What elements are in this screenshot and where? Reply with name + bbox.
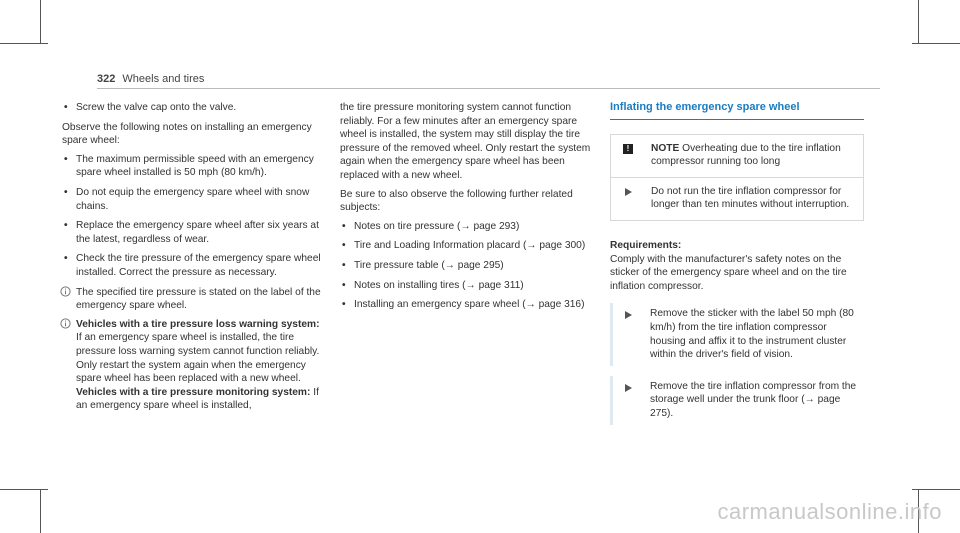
- note-text: Overheating due to the tire inflation compressor running too long: [651, 142, 841, 168]
- cross-reference-link[interactable]: • Notes on installing tires (→ page 311): [340, 279, 598, 293]
- header-rule: [97, 88, 880, 89]
- step-item: [610, 376, 864, 425]
- crop-mark: [40, 0, 41, 44]
- crop-mark: [40, 489, 41, 533]
- info-heading: Vehicles with a tire pressure loss warning system:: [76, 318, 320, 330]
- list-item: • Replace the emergency spare wheel after six years at the latest, regardless of wear.: [62, 219, 324, 246]
- crop-mark: [918, 0, 919, 44]
- step-text: Remove the sticker with the label 50 mph (80 km/h) from the tire inflation compressor housing and affix it to the instrument cluster within the driver's field of vision.: [650, 308, 854, 361]
- requirements-text: Comply with the manufacturer's safety notes on the sticker of the emergency spare wheel and on the tire inflation compressor.: [610, 253, 847, 292]
- info-icon: [60, 318, 71, 329]
- list-item: • Screw the valve cap onto the valve.: [62, 101, 324, 115]
- info-text: If an emergency spare wheel is installed, the tire pressure loss warning system cannot function reliably. Only restart the system again when the emergency spare wheel has been replaced with a new wheel.: [76, 332, 320, 385]
- cross-reference-link[interactable]: • Tire pressure table (→ page 295): [340, 259, 598, 273]
- note-warning-row: [611, 135, 863, 177]
- see-also-intro: Be sure to also observe the following further related subjects:: [340, 188, 573, 214]
- requirements-label: Requirements:: [610, 239, 682, 251]
- play-arrow-icon: [625, 311, 632, 319]
- page-number: 322: [97, 73, 116, 85]
- watermark: carmanualsonline.info: [717, 499, 942, 524]
- crop-mark: [0, 489, 48, 490]
- info-text: The specified tire pressure is stated on the label of the emergency spare wheel.: [76, 286, 321, 312]
- info-note: [62, 286, 324, 313]
- section-title: Inflating the emergency spare wheel: [610, 101, 864, 120]
- info-text: If an emergency spare wheel is installed,: [76, 386, 319, 412]
- cross-reference-link[interactable]: • Installing an emergency spare wheel (→ page 316): [340, 298, 598, 312]
- left-column: [62, 101, 324, 418]
- note-box: [610, 134, 864, 221]
- continuation-text: the tire pressure monitoring system cannot function reliably. For a few minutes after an emergency spare wheel is installed, the system may still display the tire pressure of the removed wheel. Only restart the system again when the emergency spare wheel has been replaced with a new wheel.: [340, 102, 591, 181]
- crop-mark: [912, 43, 960, 44]
- note-label: NOTE: [651, 142, 680, 154]
- step-item: [610, 303, 864, 365]
- crop-mark: [912, 489, 960, 490]
- info-note: [62, 318, 324, 413]
- step-text: Remove the tire inflation compressor from the storage well under the trunk floor (→ page 275).: [650, 380, 857, 419]
- info-icon: [60, 286, 71, 297]
- cross-reference-link[interactable]: • Notes on tire pressure (→ page 293): [340, 220, 598, 234]
- note-instruction: Do not run the tire inflation compressor for longer than ten minutes without interruption.: [651, 185, 850, 211]
- warning-icon: !: [623, 144, 633, 154]
- page-header: [97, 73, 204, 85]
- play-arrow-icon: [625, 384, 632, 392]
- info-heading: Vehicles with a tire pressure monitoring system:: [76, 386, 311, 398]
- list-item: • Do not equip the emergency spare wheel with snow chains.: [62, 186, 324, 213]
- note-instruction-row: [611, 177, 863, 220]
- observe-intro: Observe the following notes on installing an emergency spare wheel:: [62, 121, 312, 147]
- crop-mark: [0, 43, 48, 44]
- list-item: • The maximum permissible speed with an emergency spare wheel installed is 50 mph (80 km/h).: [62, 153, 324, 180]
- play-arrow-icon: [625, 188, 632, 196]
- cross-reference-link[interactable]: • Tire and Loading Information placard (→ page 300): [340, 239, 598, 253]
- right-column: [610, 101, 864, 425]
- header-title: Wheels and tires: [122, 73, 205, 85]
- list-item: • Check the tire pressure of the emergency spare wheel installed. Correct the pressure as necessary.: [62, 252, 324, 279]
- middle-column: [340, 101, 598, 318]
